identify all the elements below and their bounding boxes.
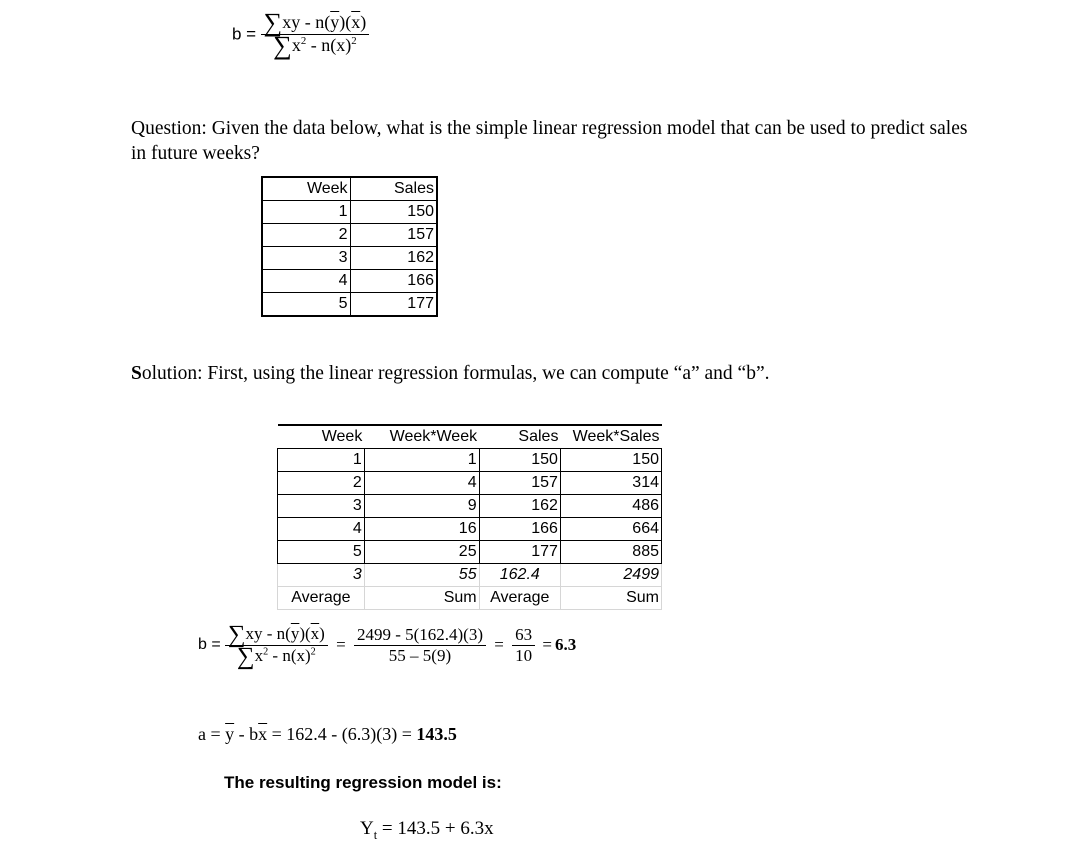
table-header-cell: Sales bbox=[350, 177, 437, 201]
num-part: ) bbox=[360, 12, 367, 32]
table-header-row bbox=[278, 425, 662, 449]
solution-text bbox=[131, 361, 769, 386]
ybar: $\overline{y}$ bbox=[330, 12, 340, 32]
summary-label: Sum bbox=[364, 587, 479, 610]
table-header-cell: Week*Week bbox=[389, 428, 478, 445]
formula-denominator bbox=[270, 31, 359, 61]
substituted-fraction bbox=[354, 625, 486, 665]
substituted-numerator: 2499 - 5(162.4)(3) bbox=[354, 625, 486, 646]
sigma-symbol: ∑ bbox=[273, 31, 292, 61]
den-part: ) bbox=[345, 35, 352, 55]
table-row bbox=[262, 224, 437, 247]
num-part: )( bbox=[339, 12, 352, 32]
table-row bbox=[278, 495, 662, 518]
xbar: $\overline{x}$ bbox=[296, 645, 305, 665]
b-calculation bbox=[198, 620, 577, 670]
model-y: Y bbox=[360, 818, 374, 839]
formula-b-top bbox=[232, 8, 369, 61]
ybar: $\overline{y}$ bbox=[290, 624, 300, 643]
ybar: $\overline{y}$ bbox=[225, 724, 235, 744]
data-table bbox=[261, 176, 438, 317]
sigma-symbol: ∑ bbox=[227, 620, 246, 648]
table-cell: 4 bbox=[278, 518, 365, 541]
reduced-denominator: 10 bbox=[515, 645, 533, 665]
table-header-row bbox=[262, 177, 437, 201]
table-header-cell: Sales bbox=[518, 428, 559, 445]
den-part: x bbox=[291, 35, 301, 55]
summary-cell: 3 bbox=[278, 564, 365, 587]
reduced-numerator: 63 bbox=[512, 625, 535, 646]
table-cell: 664 bbox=[560, 518, 661, 541]
a-part: - b bbox=[234, 724, 259, 744]
table-cell: 1 bbox=[364, 449, 479, 472]
num-part: xy - n( bbox=[245, 624, 291, 643]
table-header-cell: Week bbox=[321, 428, 363, 445]
result-heading: The resulting regression model is: bbox=[224, 773, 502, 792]
table-row bbox=[262, 201, 437, 224]
exponent: 2 bbox=[351, 34, 357, 47]
table-cell: 5 bbox=[262, 293, 350, 317]
table-cell: 4 bbox=[364, 472, 479, 495]
equals-sign: = bbox=[336, 635, 346, 655]
a-result: 143.5 bbox=[416, 724, 457, 744]
b-lhs: b = bbox=[198, 636, 221, 654]
summary-label: Average bbox=[479, 587, 560, 610]
model-subscript: t bbox=[373, 827, 378, 842]
summary-row bbox=[278, 564, 662, 587]
xbar: $\overline{x}$ bbox=[310, 624, 320, 643]
table-cell: 150 bbox=[479, 449, 560, 472]
xbar: $\overline{x}$ bbox=[258, 724, 268, 744]
summary-cell: 55 bbox=[364, 564, 479, 587]
solution-lead-letter: S bbox=[131, 363, 142, 384]
num-part: xy - n( bbox=[282, 12, 331, 32]
table-cell: 3 bbox=[262, 247, 350, 270]
table-cell: 162 bbox=[350, 247, 437, 270]
table-cell: 177 bbox=[479, 541, 560, 564]
table-cell: 885 bbox=[560, 541, 661, 564]
table-row bbox=[262, 293, 437, 317]
table-row bbox=[278, 541, 662, 564]
sigma-symbol: ∑ bbox=[237, 642, 255, 670]
table-cell: 16 bbox=[364, 518, 479, 541]
table-cell: 4 bbox=[262, 270, 350, 293]
summary-label: Average bbox=[278, 587, 365, 610]
summary-cell: 2499 bbox=[560, 564, 661, 587]
formula-b-lhs: b = bbox=[232, 24, 257, 44]
table-cell: 166 bbox=[479, 518, 560, 541]
xbar: $\overline{x}$ bbox=[351, 12, 361, 32]
table-cell: 9 bbox=[364, 495, 479, 518]
num-part: ) bbox=[319, 624, 325, 643]
table-cell: 162 bbox=[479, 495, 560, 518]
equals-sign: = bbox=[494, 635, 504, 655]
table-header-cell: Week bbox=[262, 177, 350, 201]
summary-label-row bbox=[278, 587, 662, 610]
table-cell: 2 bbox=[278, 472, 365, 495]
table-row bbox=[262, 270, 437, 293]
table-header-cell: Week*Sales bbox=[572, 428, 660, 445]
computation-table bbox=[277, 424, 662, 610]
reduced-fraction bbox=[512, 625, 535, 665]
a-lhs: a = bbox=[198, 724, 221, 744]
table-cell: 157 bbox=[350, 224, 437, 247]
table-cell: 3 bbox=[278, 495, 365, 518]
table-cell: 314 bbox=[560, 472, 661, 495]
exponent: 2 bbox=[263, 646, 269, 658]
exponent: 2 bbox=[310, 646, 316, 658]
b-formula-fraction bbox=[225, 620, 328, 670]
table-cell: 486 bbox=[560, 495, 661, 518]
table-row bbox=[278, 518, 662, 541]
table-cell: 157 bbox=[479, 472, 560, 495]
summary-cell: 162.4 bbox=[479, 564, 560, 587]
table-cell: 150 bbox=[560, 449, 661, 472]
table-cell: 177 bbox=[350, 293, 437, 317]
formula-denominator bbox=[234, 642, 319, 670]
question-text: Question: Given the data below, what is the simple linear regression model that can be used to predict sales in future weeks? bbox=[131, 118, 968, 164]
a-part: = 162.4 - (6.3)(3) = bbox=[267, 724, 417, 744]
substituted-denominator: 55 – 5(9) bbox=[388, 645, 452, 665]
den-part: - n( bbox=[306, 35, 337, 55]
a-calculation bbox=[198, 724, 457, 745]
xbar: $\overline{x}$ bbox=[336, 35, 346, 55]
den-part: - n( bbox=[268, 645, 297, 665]
table-cell: 1 bbox=[262, 201, 350, 224]
equals-sign: = bbox=[542, 635, 552, 655]
table-row bbox=[262, 247, 437, 270]
exponent: 2 bbox=[300, 34, 307, 47]
table-row bbox=[278, 472, 662, 495]
table-row bbox=[278, 449, 662, 472]
regression-model bbox=[360, 818, 494, 843]
table-cell: 5 bbox=[278, 541, 365, 564]
table-cell: 150 bbox=[350, 201, 437, 224]
solution-body: olution: First, using the linear regression formulas, we can compute “a” and “b”. bbox=[141, 363, 770, 384]
table-cell: 1 bbox=[278, 449, 365, 472]
table-cell: 2 bbox=[262, 224, 350, 247]
table-cell: 25 bbox=[364, 541, 479, 564]
table-cell: 166 bbox=[350, 270, 437, 293]
model-rest: = 143.5 + 6.3x bbox=[377, 818, 494, 839]
formula-b-fraction bbox=[261, 8, 370, 61]
summary-label: Sum bbox=[560, 587, 661, 610]
num-part: )( bbox=[299, 624, 311, 643]
sigma-symbol: ∑ bbox=[263, 8, 283, 38]
b-result: 6.3 bbox=[554, 635, 577, 655]
den-part: x bbox=[254, 645, 264, 665]
den-part: ) bbox=[305, 645, 311, 665]
